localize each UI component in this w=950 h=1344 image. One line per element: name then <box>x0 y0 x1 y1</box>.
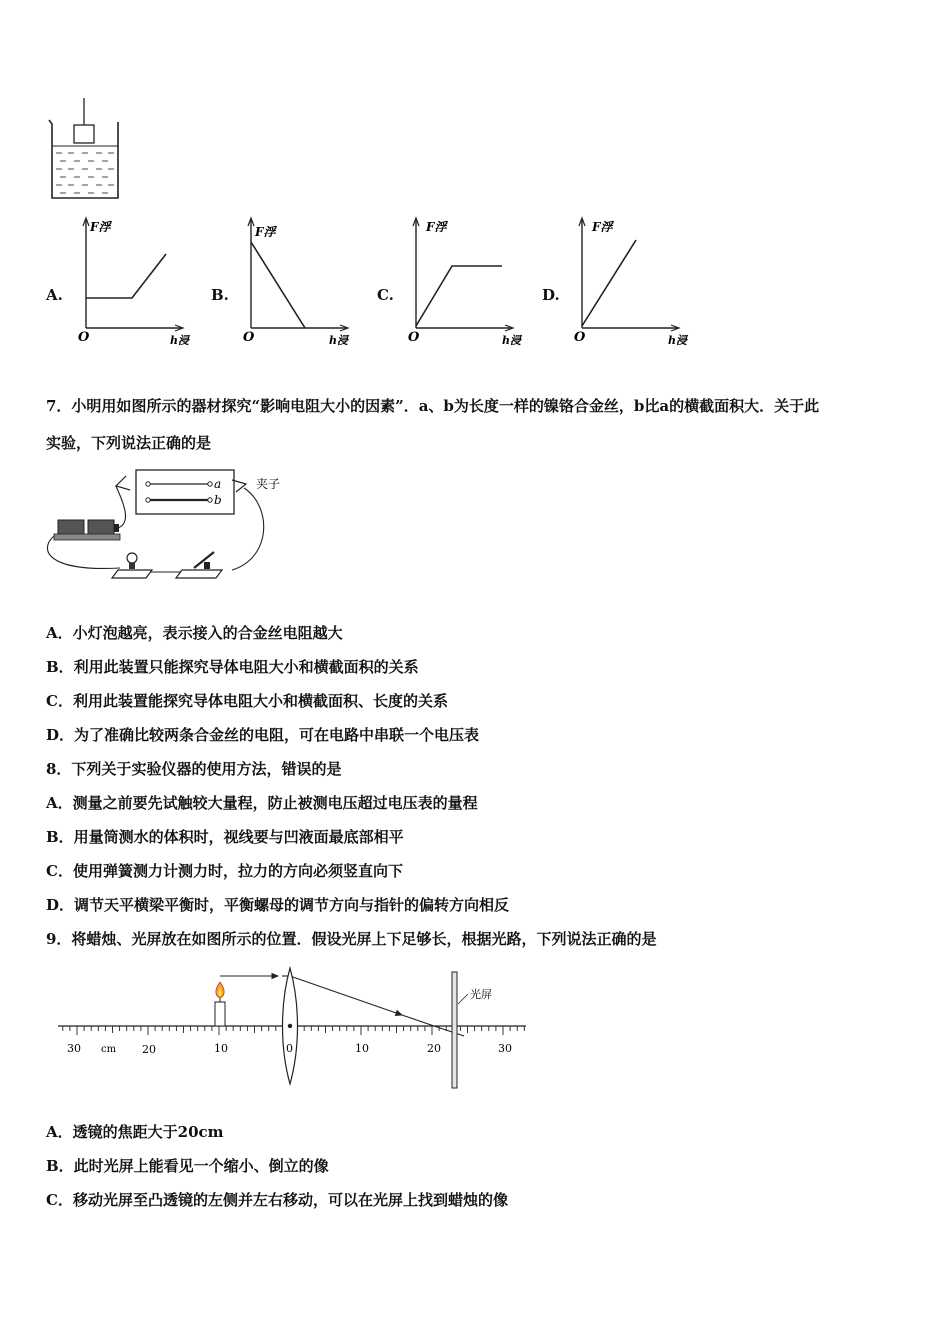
q7-circuit-figure <box>42 466 302 588</box>
scale-label-0: 0 <box>286 1042 293 1055</box>
graph-b-x-label: h浸 <box>329 334 348 347</box>
scale-label-30-right: 30 <box>498 1042 512 1055</box>
scale-label-10-right: 10 <box>355 1042 369 1055</box>
q8-option-d: D．调节天平横梁平衡时，平衡螺母的调节方向与指针的偏转方向相反 <box>46 896 510 914</box>
q7-stem-line2: 实验，下列说法正确的是 <box>46 434 212 452</box>
graph-b <box>239 214 359 350</box>
graph-c-x-label: h浸 <box>502 334 521 347</box>
graph-a <box>74 214 194 350</box>
graph-d-y-label: F浮 <box>592 220 613 234</box>
q8-option-c: C．使用弹簧测力计测力时，拉力的方向必须竖直向下 <box>46 862 403 880</box>
wire-b-label: b <box>214 493 222 507</box>
graph-option-b-label: B. <box>211 286 229 304</box>
q9-option-c: C．移动光屏至凸透镜的左侧并左右移动，可以在光屏上找到蜡烛的像 <box>46 1191 508 1209</box>
graph-option-d-label: D. <box>542 286 560 304</box>
scale-label-20-left: 20 <box>142 1043 156 1056</box>
beaker-figure <box>44 98 124 202</box>
graph-b-y-label: F浮 <box>255 225 276 239</box>
screen-label: 光屏 <box>470 988 492 1001</box>
q7-option-a: A．小灯泡越亮，表示接入的合金丝电阻越大 <box>46 624 343 642</box>
graph-a-origin: O <box>78 330 90 345</box>
graph-c-y-label: F浮 <box>426 220 447 234</box>
scale-label-10-left: 10 <box>214 1042 228 1055</box>
q9-stem: 9．将蜡烛、光屏放在如图所示的位置．假设光屏上下足够长，根据光路，下列说法正确的是 <box>46 930 657 948</box>
graph-d-x-label: h浸 <box>668 334 687 347</box>
q8-option-a: A．测量之前要先试触较大量程，防止被测电压超过电压表的量程 <box>46 794 478 812</box>
graph-c <box>404 214 524 350</box>
q9-option-b: B．此时光屏上能看见一个缩小、倒立的像 <box>46 1157 329 1175</box>
graph-option-c-label: C. <box>377 286 394 304</box>
q7-option-d: D．为了准确比较两条合金丝的电阻，可在电路中串联一个电压表 <box>46 726 480 744</box>
q7-option-b: B．利用此装置只能探究导体电阻大小和横截面积的关系 <box>46 658 419 676</box>
q9-option-a: A．透镜的焦距大于20cm <box>46 1123 224 1141</box>
q7-option-c: C．利用此装置能探究导体电阻大小和横截面积、长度的关系 <box>46 692 448 710</box>
q9-optics-figure <box>56 964 536 1092</box>
q7-stem-line1: 7．小明用如图所示的器材探究“影响电阻大小的因素”．a、b为长度一样的镍铬合金丝，b比a的横截面积大．关于此 <box>46 397 820 415</box>
graph-c-origin: O <box>408 330 420 345</box>
scale-label-20-right: 20 <box>427 1042 441 1055</box>
wire-a-label: a <box>214 477 222 491</box>
graph-d <box>570 214 690 350</box>
scale-label-30-left: 30 <box>67 1042 81 1055</box>
graph-a-y-label: F浮 <box>90 220 111 234</box>
graph-d-origin: O <box>574 330 586 345</box>
q8-option-b: B．用量筒测水的体积时，视线要与凹液面最底部相平 <box>46 828 404 846</box>
clip-label: 夹子 <box>256 477 281 491</box>
scale-label-cm: cm <box>101 1044 117 1055</box>
graph-option-a-label: A. <box>46 286 63 304</box>
q8-stem: 8．下列关于实验仪器的使用方法，错误的是 <box>46 760 342 778</box>
graph-a-x-label: h浸 <box>170 334 189 347</box>
graph-b-origin: O <box>243 330 255 345</box>
